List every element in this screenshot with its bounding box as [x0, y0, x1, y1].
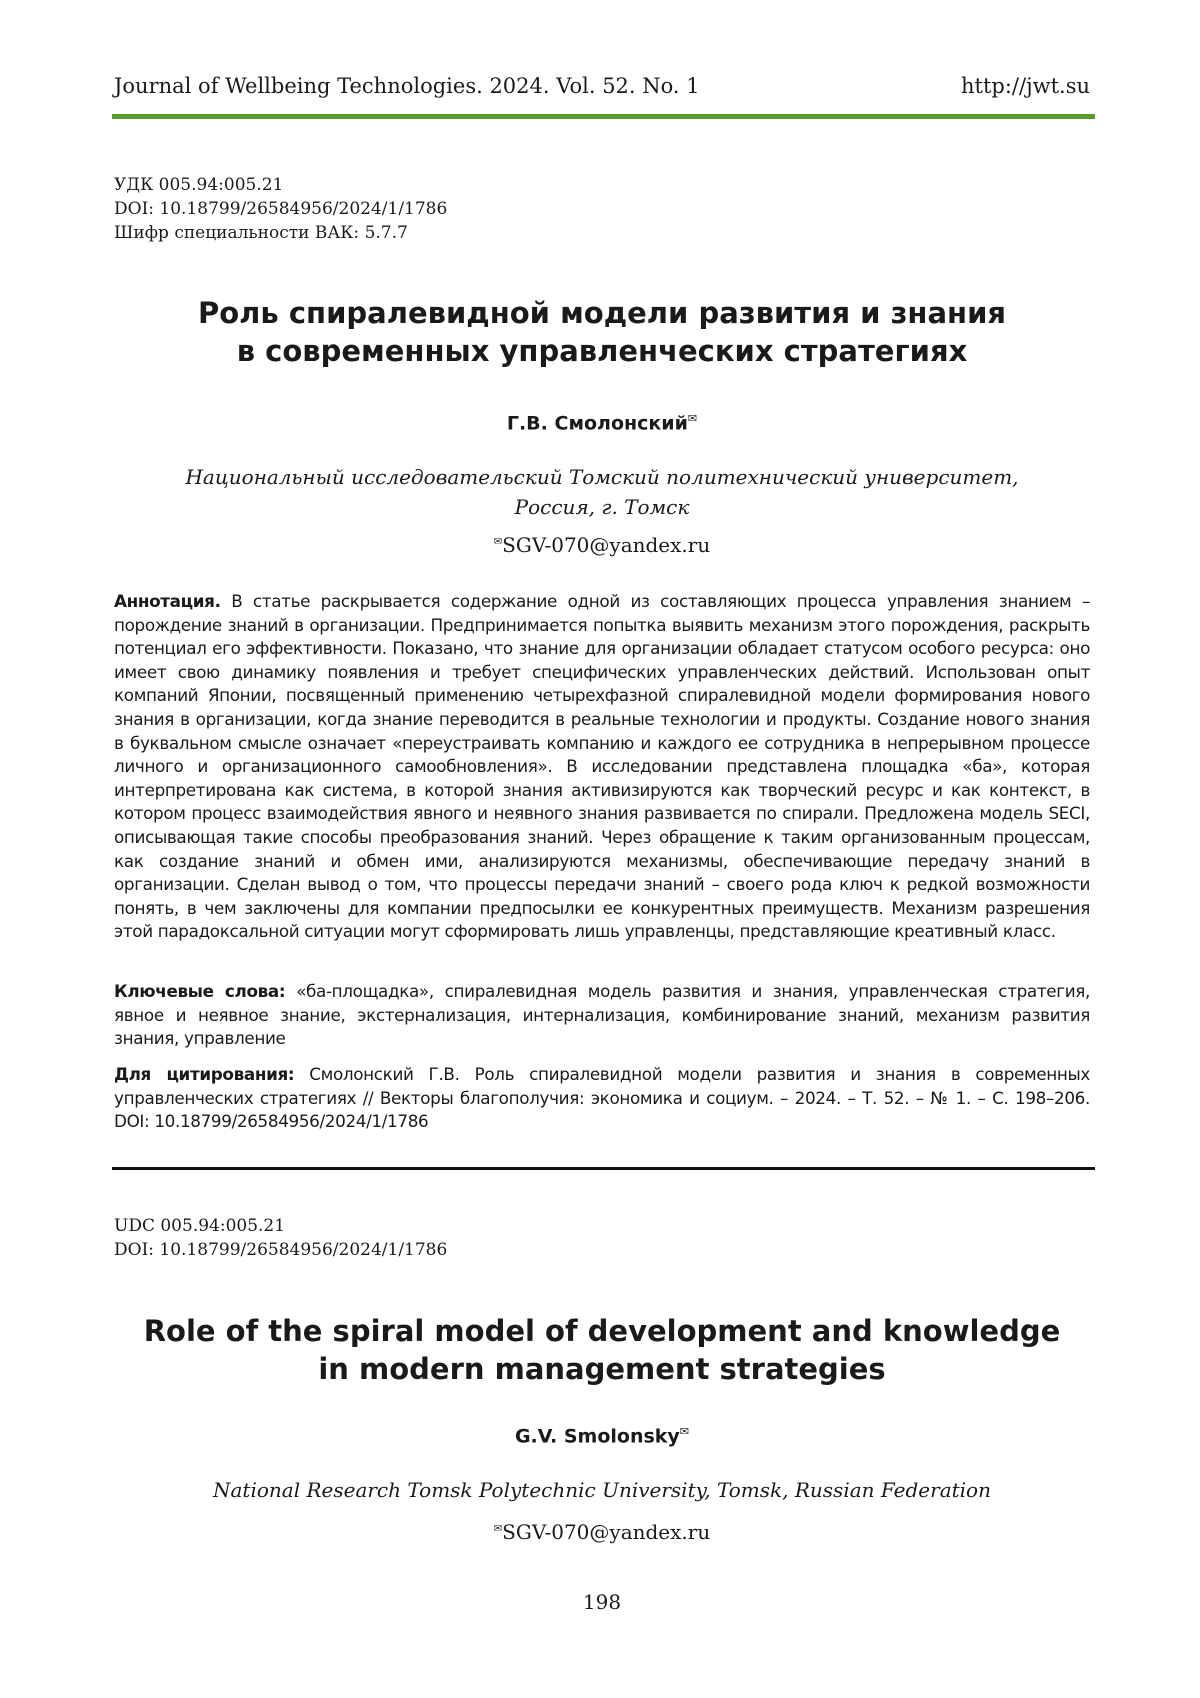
en-title-line-1: Role of the spiral model of development and knowledge [143, 1314, 1061, 1348]
keywords-text: «ба-площадка», спиралевидная модель развития и знания, управленческая стратегия, явное и неявное знание, экстернализация, интернализация, комбинирование знаний, механизм развития знания, управление [114, 981, 1091, 1049]
ru-email-address[interactable]: SGV-070@yandex.ru [502, 533, 711, 557]
abstract-text: В статье раскрывается содержание одной из составляющих процесса управления знанием – порождение знаний в организации. Предпринимается попытка выявить механизм этого порождения, раскрыть потенциал его эффективности. Показано, что знание для организации обладает статусом особого ресурса: оно имеет свою динамику появления и требует специфических управленческих действий. Использован опыт компаний Японии, посвященный применению четырехфазной спиралевидной модели формирования нового знания в организации, когда знание переводится в реальные технологии и продукты. Создание нового знания в буквальном смысле означает «переустраивать компанию и каждого ее сотрудника в непрерывном процессе личного и организационного самообновления». В исследовании представлена площадка «ба», которая интерпретирована как система, в которой знания активизируются как творческий ресурс и как контекст, в котором процесс взаимодействия явного и неявного знания развивается по спирали. Предложена модель SECI, описывающая такие способы преобразования знаний. Через обращение к таким организованным процессам, как создание знаний и обмен ими, анализируются механизмы, обеспечивающие передачу знаний в организации. Сделан вывод о том, что процессы передачи знаний – своего рода ключ к редкой возможности понять, в чем заключены для компании предпосылки ее конкурентных преимуществ. Механизм разрешения этой парадоксальной ситуации могут сформировать лишь управленцы, представляющие креативный класс. [114, 591, 1090, 942]
en-doi: DOI: 10.18799/26584956/2024/1/1786 [114, 1240, 448, 1260]
ru-udc: УДК 005.94:005.21 [114, 175, 284, 195]
ru-affiliation-line-2: Россия, г. Томск [514, 495, 690, 519]
en-author [114, 1425, 1090, 1447]
en-email [114, 1520, 1090, 1544]
keywords-label: Ключевые слова: [114, 981, 286, 1001]
ru-abstract [114, 590, 1090, 944]
en-author-name: G.V. Smolonsky [514, 1425, 680, 1448]
abstract-label: Аннотация. [114, 591, 221, 611]
header-divider [112, 114, 1095, 119]
page-number: 198 [582, 1590, 622, 1614]
envelope-icon: ✉ [493, 536, 503, 548]
en-article-title [114, 1312, 1090, 1388]
ru-title-line-2: в современных управленческих стратегиях [236, 334, 968, 368]
ru-author-name: Г.В. Смолонский [506, 412, 688, 435]
section-divider [112, 1167, 1095, 1170]
ru-affiliation [114, 462, 1090, 522]
ru-email [114, 533, 1090, 557]
envelope-icon: ✉ [679, 1425, 690, 1438]
en-title-line-2: in modern management strategies [318, 1352, 886, 1386]
running-header [114, 74, 1090, 104]
ru-article-title [114, 294, 1090, 370]
ru-title-line-1: Роль спиралевидной модели развития и знания [197, 296, 1007, 330]
envelope-icon: ✉ [493, 1523, 503, 1535]
ru-citation [114, 1063, 1090, 1134]
en-affiliation: National Research Tomsk Polytechnic University, Tomsk, Russian Federation [213, 1478, 991, 1502]
en-metadata [114, 1214, 447, 1262]
ru-metadata [114, 173, 447, 245]
envelope-icon: ✉ [687, 412, 698, 425]
citation-label: Для цитирования: [114, 1064, 295, 1084]
ru-author [114, 412, 1090, 434]
journal-url[interactable]: http://jwt.su [961, 74, 1090, 98]
citation-text: Смолонский Г.В. Роль спиралевидной модели развития и знания в современных управленческих стратегиях // Векторы благополучия: экономика и социум. – 2024. – Т. 52. – № 1. – С. 198–206. DOI: 10.18799/26584956/2024/1/1786 [114, 1064, 1090, 1132]
journal-name: Journal of Wellbeing Technologies. 2024. Vol. 52. No. 1 [114, 74, 700, 98]
ru-vak-code: Шифр специальности ВАК: 5.7.7 [114, 223, 408, 243]
ru-affiliation-line-1: Национальный исследовательский Томский политехнический университет, [185, 465, 1019, 489]
en-udc: UDC 005.94:005.21 [114, 1216, 286, 1236]
ru-keywords [114, 980, 1090, 1051]
en-email-address[interactable]: SGV-070@yandex.ru [502, 1520, 711, 1544]
ru-doi: DOI: 10.18799/26584956/2024/1/1786 [114, 199, 448, 219]
